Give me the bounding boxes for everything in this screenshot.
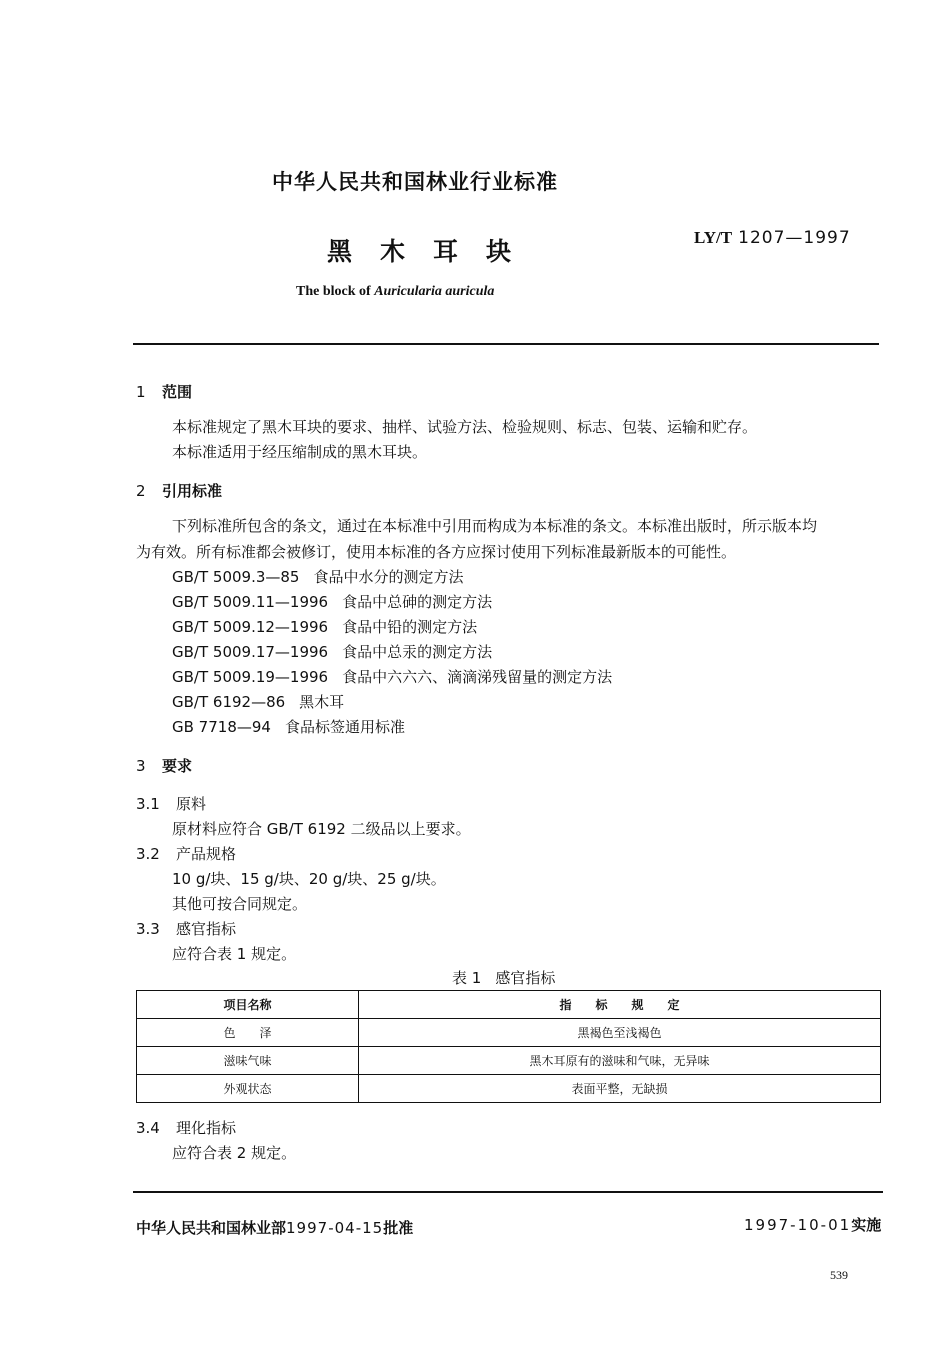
approve-date: 1997-04-15 xyxy=(286,1219,384,1237)
subsection-title: 产品规格 xyxy=(176,845,237,863)
standard-header: 中华人民共和国林业行业标准 xyxy=(272,170,558,194)
paragraph: 下列标准所包含的条文，通过在本标准中引用而构成为本标准的条文。本标准出版时，所示版本均 xyxy=(172,517,818,535)
paragraph: 本标准适用于经压缩制成的黑木耳块。 xyxy=(172,443,428,461)
section-title: 范围 xyxy=(162,383,193,401)
table-cell: 表面平整，无缺损 xyxy=(359,1075,881,1103)
table-cell: 外观状态 xyxy=(137,1075,359,1103)
english-title-species: Auricularia auricula xyxy=(374,284,495,299)
subsection-title: 原料 xyxy=(176,795,207,813)
reference-item xyxy=(172,591,492,612)
reference-name: 食品标签通用标准 xyxy=(284,718,405,736)
section-3-heading xyxy=(136,755,192,776)
reference-name: 食品中六六六、滴滴涕残留量的测定方法 xyxy=(342,668,613,686)
issuer: 中华人民共和国林业部 xyxy=(136,1219,287,1237)
reference-code: GB/T 6192—86 xyxy=(172,693,286,711)
subsection-3-4-heading xyxy=(136,1117,236,1138)
reference-code: GB/T 5009.11—1996 xyxy=(172,593,329,611)
reference-name: 食品中总汞的测定方法 xyxy=(342,643,493,661)
implement-date: 1997-10-01 xyxy=(744,1216,852,1234)
standard-prefix: LY/T xyxy=(694,228,733,247)
paragraph: 应符合表 2 规定。 xyxy=(172,1144,297,1162)
section-2-heading xyxy=(136,480,222,501)
subsection-3-2-heading xyxy=(136,843,236,864)
table-cell: 滋味气味 xyxy=(137,1047,359,1075)
table-caption-label: 表 1 xyxy=(452,969,482,987)
english-title xyxy=(296,284,494,300)
standard-number xyxy=(694,228,851,248)
subsection-number: 3.4 xyxy=(136,1119,160,1137)
standard-num: 1207—1997 xyxy=(738,228,851,248)
reference-code: GB/T 5009.19—1996 xyxy=(172,668,329,686)
reference-item xyxy=(172,716,405,737)
reference-item xyxy=(172,616,477,637)
section-number: 1 xyxy=(136,383,146,401)
subsection-3-3-heading xyxy=(136,918,236,939)
approve-word: 批准 xyxy=(383,1219,414,1237)
subsection-number: 3.3 xyxy=(136,920,160,938)
table-header-cell: 项目名称 xyxy=(137,991,359,1019)
reference-name: 食品中铅的测定方法 xyxy=(342,618,478,636)
subsection-title: 理化指标 xyxy=(176,1119,237,1137)
header-divider xyxy=(133,343,879,345)
paragraph: 10 g/块、15 g/块、20 g/块、25 g/块。 xyxy=(172,870,446,888)
section-1-heading xyxy=(136,381,192,402)
sensory-indicator-table xyxy=(136,990,881,1103)
approval-line xyxy=(136,1217,413,1238)
table-row xyxy=(137,1075,881,1103)
table-caption-title: 感官指标 xyxy=(495,969,556,987)
table-cell: 黑木耳原有的滋味和气味，无异味 xyxy=(359,1047,881,1075)
reference-item xyxy=(172,641,492,662)
reference-name: 黑木耳 xyxy=(299,693,345,711)
paragraph: 其他可按合同规定。 xyxy=(172,895,308,913)
reference-code: GB/T 5009.17—1996 xyxy=(172,643,329,661)
reference-item xyxy=(172,666,612,687)
reference-code: GB/T 5009.12—1996 xyxy=(172,618,329,636)
table-row xyxy=(137,1047,881,1075)
subsection-number: 3.2 xyxy=(136,845,160,863)
table-header-row xyxy=(137,991,881,1019)
document-title: 黑木耳块 xyxy=(327,237,540,266)
table-cell: 黑褐色至浅褐色 xyxy=(359,1019,881,1047)
subsection-number: 3.1 xyxy=(136,795,160,813)
implementation-line xyxy=(744,1214,881,1235)
footer-divider xyxy=(133,1191,883,1193)
paragraph: 本标准规定了黑木耳块的要求、抽样、试验方法、检验规则、标志、包装、运输和贮存。 xyxy=(172,418,758,436)
section-number: 2 xyxy=(136,482,146,500)
english-title-prefix: The block of xyxy=(296,284,371,299)
subsection-title: 感官指标 xyxy=(176,920,237,938)
paragraph: 应符合表 1 规定。 xyxy=(172,945,297,963)
subsection-3-1-heading xyxy=(136,793,206,814)
reference-item xyxy=(172,691,344,712)
section-title: 引用标准 xyxy=(162,482,223,500)
reference-code: GB/T 5009.3—85 xyxy=(172,568,300,586)
section-title: 要求 xyxy=(162,757,193,775)
paragraph: 原材料应符合 GB/T 6192 二级品以上要求。 xyxy=(172,820,471,838)
page-number: 539 xyxy=(830,1268,848,1282)
table-caption xyxy=(452,967,555,988)
reference-item xyxy=(172,566,464,587)
table-header-cell: 指 标 规 定 xyxy=(359,991,881,1019)
reference-code: GB 7718—94 xyxy=(172,718,271,736)
section-number: 3 xyxy=(136,757,146,775)
reference-name: 食品中水分的测定方法 xyxy=(313,568,464,586)
implement-word: 实施 xyxy=(851,1216,882,1234)
table-cell: 色 泽 xyxy=(137,1019,359,1047)
table-row xyxy=(137,1019,881,1047)
paragraph: 为有效。所有标准都会被修订，使用本标准的各方应探讨使用下列标准最新版本的可能性。 xyxy=(136,543,737,561)
reference-name: 食品中总砷的测定方法 xyxy=(342,593,493,611)
